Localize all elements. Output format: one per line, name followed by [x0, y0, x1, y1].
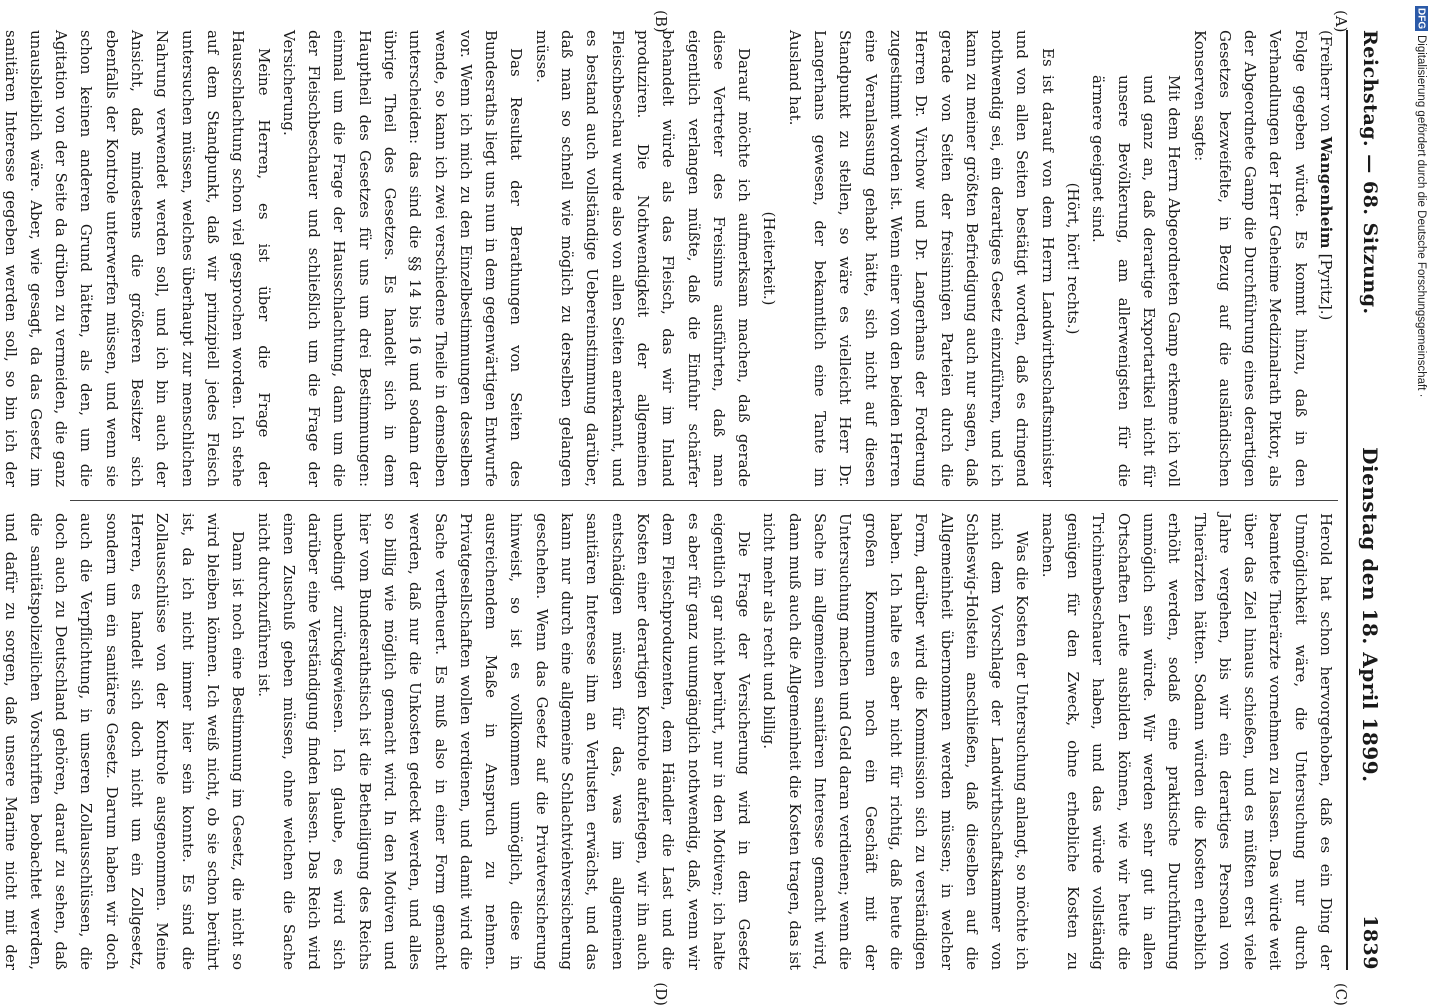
header-left: Reichstag. — 68. Sitzung. — [1359, 30, 1381, 315]
margin-mark-d: (D) — [652, 982, 670, 1006]
page-header — [1350, 30, 1390, 970]
speaker-name: Wangenheim — [1317, 136, 1335, 249]
paragraph: Die Frage der Versicherung wird in dem Gesetz eigentlich gar nicht berührt, nur in den Motiven; ich halte es aber für ganz unumgänglich nothwendig, daß, wenn wir dem Fleischproduzenten, dem Händler die Last und die Kosten einer derartigen Kontrole auferlegen, wir ihn auch entschädigen müssen für das, was im allgemeinen sanitären Interesse ihm an Verlusten erwächst, und das kann nur durch eine allgemeine Schlachtviehversicherung geschehen. Wenn das Gesetz auf die Privatversicherung hinweist, so ist es vollkommen unmöglich, diese in ausreichendem Maße in Anspruch zu nehmen. Privatgesellschaften wollen verdienen, und damit wird die Sache vertheuert. Es muß also in einer Form gemacht werden, daß nur die Unkosten gedeckt werden, und alles so billig wie möglich gemacht wird. In den Motiven und hier vom Bundesrathstisch ist die Betheiligung des Reichs unbedingt zurückgewiesen. Ich glaube, es wird sich darüber eine Verständigung finden lassen. Das Reich wird einen Zuschuß geben müssen, ohne welchen die Sache nicht durchzuführen ist. — [254, 513, 754, 970]
left-column — [1, 30, 1338, 487]
column-divider — [70, 500, 1338, 501]
dfg-logo: DFG — [1415, 8, 1427, 30]
header-date: Dienstag den 18. April 1899. — [1358, 447, 1382, 783]
margin-mark-b: (B) — [652, 10, 670, 33]
header-rule — [1346, 30, 1348, 970]
paragraph: Das Resultat der Berathungen von Seiten des Bundesraths liegt uns nun in dem gegenwärtigen Entwurfe vor. Wenn ich mich zu den Einzelbestimmungen desselben wende, so kann ich zwei verschiedene Theile in demselben unterscheiden: das sind die §§ 14 bis 16 und sodann der übrige Theil des Gesetzes. Es handelt sich in dem Hauptheil des Gesetzes für uns um drei Bestimmungen: einmal um die Frage der Hausschlachtung, dann um die der Fleischbeschauer und schließlich um die Frage der Versicherung. — [279, 30, 526, 487]
interjection: (Heiterkeit.) — [760, 211, 779, 306]
paragraph: Folge gegeben würde. Es kommt hinzu, daß in den Verhandlungen der Herr Geheime Medizinalrath Piktor, als der Abgeordnete Gamp die Durchführung eines derartigen Gesetzes bezweifelte, in Bezug auf die ausländischen Konserven sagte: — [1190, 30, 1310, 487]
speaker-prefix: (Freiherr von — [1317, 30, 1335, 132]
quotation: Mit dem Herrn Abgeordneten Gamp erkenne ich voll und ganz an, daß derartige Exportartikel nicht für unsere Bevölkerung, am allerwenigsten für die ärmere geeignet sind. — [1089, 75, 1184, 487]
speaker-line — [1313, 30, 1338, 487]
paragraph: Was die Kosten der Untersuchung anlangt, so möchte ich mich dem Vorschlage der Landwirthschaftskammer von Schleswig-Holstein anschließen, daß dieselben auf die Allgemeinheit übernommen werden müssen; in welcher Form, darüber wird die Kommission sich zu verständigen haben. Ich halte es aber nicht für richtig, daß heute die großen Kommunen noch ein Geschäft mit der Untersuchung machen und Geld daran verdienen; wenn die Sache im allgemeinen sanitären Interesse gemacht wird, dann muß auch die Allgemeinheit die Kosten tragen, das ist nicht mehr als recht und billig. — [760, 513, 1032, 970]
right-column — [1, 513, 1338, 970]
paragraph: Darauf möchte ich aufmerksam machen, daß gerade diese Vertreter des Freisinns ausführten, daß man eigentlich verlangen müßte, daß die Einfuhr schärfer behandelt würde als das Fleisch, das wir im Inland produziren. Die Nothwendigkeit der allgemeinen Fleischbeschau wurde also von allen Seiten anerkannt, und es bestand auch vollständige Uebereinstimmung darüber, daß man so schnell wie möglich zu derselben gelangen müsse. — [532, 30, 754, 487]
paragraph: Meine Herren, es ist über die Frage der Hausschlachtung schon viel gesprochen worden. Ich stehe auf dem Standpunkt, daß wir prinzipiell jedes Fleisch untersuchen müssen, welches überhaupt zur menschlichen Nahrung verwendet werden soll, und ich bin auch der Ansicht, daß mindestens die größeren Besitzer sich ebenfalls der Kontrole unterwerfen müssen, und wenn sie schon keinen anderen Grund hätten, als den, um die Agitation von der Seite da drüben zu vermeiden, die ganz unausbleiblich wäre. Aber, wie gesagt, da das Gesetz im sanitären Interesse gegeben werden soll, so bin ich der — [1, 30, 273, 487]
speaker-suffix: [Pyritz].) — [1317, 253, 1335, 321]
paragraph: Herold hat schon hervorgehoben, daß es ein Ding der Unmöglichkeit wäre, die Untersuchung nur durch beamtete Thierärzte vornehmen zu lassen. Das würde weit über das Ziel hinaus schießen, und es müßten erst viele Jahre vergehen, bis wir ein derartiges Personal von Thierärzten hätten. Sodann würden die Kosten erheblich erhöht werden, sodaß eine praktische Durchführung unmöglich sein würde. Wir werden sehr gut in allen Ortschaften Leute ausbilden können, wie wir heute die Trichinenbeschauer haben, und das würde vollständig genügen für den Zweck, ohne erhebliche Kosten zu machen. — [1038, 513, 1335, 970]
paragraph: Es ist darauf von dem Herrn Landwirthschaftsminister und von allen Seiten bestätigt worden, daß es dringend nothwendig sei, ein derartiges Gesetz einzuführen, und ich kann zu meiner größten Befriedigung auch nur sagen, daß gerade von Seiten der freisinnigen Parteien durch die Herren Dr. Virchow und Dr. Langerhans der Forderung zugestimmt worden ist. Wenn einer von den beiden Herren eine Veranlassung gehabt hätte, sich nicht auf diesen Standpunkt zu stellen, so wäre es vielleicht Herr Dr. Langerhans gewesen, der bekanntlich eine Tante im Ausland hat. — [785, 30, 1057, 487]
header-page-number: 1839 — [1359, 915, 1381, 970]
margin-mark-c: (C) — [1332, 982, 1350, 1006]
margin-mark-a: (A) — [1332, 10, 1350, 33]
paragraph: Dann ist noch eine Bestimmung im Gesetz, die nicht so wird bleiben können. Ich weiß nicht, ob sie schon berührt ist, da ich nicht immer hier sein konnte. Es sind die Zollausschlüsse von der Kontrole ausgenommen. Meine Herren, es handelt sich doch nicht um ein Zollgesetz, sondern um ein sanitäres Gesetz. Darum haben wir doch auch die Verpflichtung, in unseren Zollausschlüssen, die doch auch zu Deutschland gehören, darauf zu sehen, daß die sanitätspolizeilichen Vorschriften beobachtet werden, und dafür zu sorgen, daß unsere Marine nicht mit der — [1, 513, 248, 970]
interjection: (Hört, hört! rechts.) — [1064, 182, 1083, 335]
digitization-credit — [1412, 6, 1430, 996]
document-page — [1, 0, 1390, 1006]
credit-text: Digitalisierung gefördert durch die Deutsche Forschungsgemeinschaft · — [1415, 35, 1427, 398]
